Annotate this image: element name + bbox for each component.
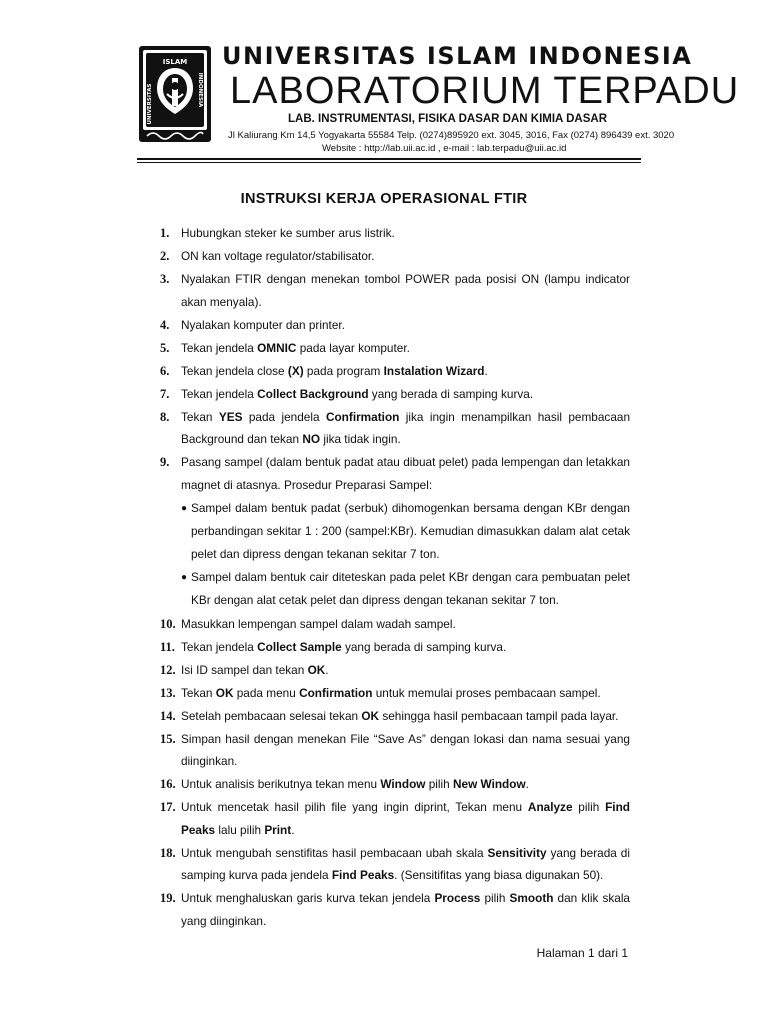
step-text-part: yang berada di samping kurva. bbox=[341, 639, 507, 654]
step-text-part: . bbox=[325, 662, 329, 677]
sub-list-text: Sampel dalam bentuk cair diteteskan pada pelet KBr dengan cara pembuatan pelet KBr dengan alat cetak pelet dan dipress dengan tekanan sekitar 7 ton. bbox=[191, 570, 630, 608]
step-text-part: Untuk menghaluskan garis kurva tekan jendela bbox=[181, 891, 435, 906]
step-emphasis: OK bbox=[361, 708, 380, 723]
university-name: UNIVERSITAS ISLAM INDONESIA bbox=[222, 42, 693, 70]
step-text-part: pada layar komputer. bbox=[296, 340, 410, 355]
step-text-part: yang berada di samping kurva. bbox=[368, 386, 534, 401]
step-emphasis: Window bbox=[380, 777, 426, 792]
step-emphasis: Instalation Wizard bbox=[383, 363, 485, 378]
step-number: 10. bbox=[160, 616, 176, 631]
step-text-part: dan klik skala yang diinginkan. bbox=[181, 891, 630, 928]
step-text-part: Simpan hasil dengan menekan File “Save As” dengan lokasi dan nama sesuai yang diinginkan. bbox=[181, 731, 630, 769]
step-text-part: Hubungkan steker ke sumber arus listrik. bbox=[181, 226, 395, 240]
step-text-part: jika tidak ingin. bbox=[320, 432, 401, 446]
list-item bbox=[160, 406, 630, 451]
list-item bbox=[160, 383, 630, 406]
step-text-part: pilih bbox=[572, 800, 606, 815]
step-text-part: pada program bbox=[303, 363, 384, 378]
step-text bbox=[181, 663, 329, 677]
list-item bbox=[160, 705, 630, 728]
list-item bbox=[160, 842, 630, 887]
step-text-part: Tekan jendela bbox=[181, 386, 258, 401]
step-number: 6. bbox=[160, 363, 170, 378]
step-text-part: jika ingin menampilkan hasil pembacaan Background dan tekan bbox=[181, 409, 631, 446]
step-text-part: ON kan voltage regulator/stabilisator. bbox=[181, 249, 375, 263]
step-text-part: Tekan jendela bbox=[181, 340, 258, 355]
step-text-part: untuk memulai proses pembacaan sampel. bbox=[372, 685, 601, 700]
step-number: 14. bbox=[160, 708, 176, 723]
step-emphasis: Collect Background bbox=[257, 386, 369, 401]
step-text bbox=[181, 846, 630, 883]
step-text bbox=[181, 318, 345, 332]
step-text bbox=[181, 732, 630, 769]
list-item bbox=[160, 245, 630, 268]
step-text-part: pada menu bbox=[233, 685, 300, 700]
step-emphasis: Print bbox=[264, 822, 292, 837]
list-item bbox=[160, 268, 630, 313]
step-text bbox=[181, 617, 456, 631]
step-text-part: pilih bbox=[480, 891, 510, 906]
step-text-part: . bbox=[525, 777, 529, 792]
step-number: 1. bbox=[160, 226, 170, 240]
step-emphasis: NO bbox=[302, 432, 321, 446]
step-text-part: . (Sensitifitas yang biasa digunakan 50). bbox=[394, 868, 604, 883]
step-emphasis: Smooth bbox=[509, 891, 554, 906]
list-item bbox=[160, 337, 630, 360]
step-number: 19. bbox=[160, 891, 176, 906]
step-number: 17. bbox=[160, 800, 176, 815]
step-emphasis: Find Peaks bbox=[181, 800, 630, 837]
step-emphasis: Analyze bbox=[527, 800, 573, 815]
university-logo-icon bbox=[137, 44, 213, 144]
step-text bbox=[181, 387, 533, 401]
step-text-part: Pasang sampel (dalam bentuk padat atau dibuat pelet) pada lempengan dan letakkan magnet di atasnya. Prosedur Preparasi Sampel: bbox=[181, 455, 630, 492]
list-item bbox=[160, 314, 630, 337]
step-text bbox=[181, 777, 529, 791]
step-text bbox=[181, 272, 630, 309]
step-number: 4. bbox=[160, 317, 170, 332]
list-item bbox=[160, 360, 630, 383]
step-text-part: Setelah pembacaan selesai tekan bbox=[181, 708, 362, 723]
step-text bbox=[181, 341, 410, 355]
step-emphasis: OMNIC bbox=[257, 340, 297, 355]
instruction-list bbox=[160, 222, 630, 933]
sub-laboratory-name: LAB. INSTRUMENTASI, FISIKA DASAR DAN KIMIA DASAR bbox=[288, 113, 608, 125]
list-item bbox=[160, 451, 630, 496]
sub-list-text: Sampel dalam bentuk padat (serbuk) dihomogenkan bersama dengan KBr dengan perbandingan sekitar 1 : 200 (sampel:KBr). Kemudian dimasukkan dalam alat cetak pelet dan dipress dengan tekanan sekitar 7 ton. bbox=[191, 500, 630, 561]
list-item bbox=[160, 682, 630, 705]
step-text-part: Tekan bbox=[181, 685, 216, 700]
step-text-part: Untuk analisis berikutnya tekan menu bbox=[181, 777, 381, 792]
step-text-part: Nyalakan komputer dan printer. bbox=[181, 317, 345, 332]
step-text bbox=[181, 455, 630, 492]
step-number: 7. bbox=[160, 386, 170, 401]
step-text-part: Masukkan lempengan sampel dalam wadah sampel. bbox=[181, 616, 456, 631]
step-text-part: lalu pilih bbox=[215, 822, 265, 837]
step-number: 9. bbox=[160, 455, 170, 469]
step-text-part: Tekan jendela bbox=[181, 639, 258, 654]
step-text bbox=[181, 709, 618, 723]
address-line: Jl Kaliurang Km 14,5 Yogyakarta 55584 Telp. (0274)895920 ext. 3045, 3016, Fax (0274) 896439 ext. 3020 bbox=[228, 130, 675, 141]
list-item bbox=[160, 728, 630, 773]
step-number: 8. bbox=[160, 409, 170, 424]
step-emphasis: OK bbox=[215, 685, 234, 700]
step-emphasis: Confirmation bbox=[325, 409, 400, 424]
step-number: 13. bbox=[160, 685, 176, 700]
step-number: 2. bbox=[160, 249, 170, 263]
step-text bbox=[181, 364, 488, 378]
step-emphasis: Collect Sample bbox=[257, 639, 342, 654]
step-text-part: sehingga hasil pembacaan tampil pada layar. bbox=[379, 708, 619, 723]
header-rule-thin bbox=[137, 162, 641, 163]
step-emphasis: Confirmation bbox=[299, 685, 373, 700]
list-item bbox=[160, 887, 630, 932]
step-text-part: Untuk mencetak hasil pilih file yang ingin diprint, Tekan menu bbox=[181, 800, 528, 815]
step-text-part: Untuk mengubah senstifitas hasil pembacaan ubah skala bbox=[181, 845, 488, 860]
step-emphasis: (X) bbox=[287, 363, 304, 378]
step-number: 11. bbox=[160, 639, 175, 654]
header-rule-thick bbox=[137, 158, 641, 160]
page-number: Halaman 1 dari 1 bbox=[536, 946, 628, 960]
list-item bbox=[160, 613, 630, 636]
list-item bbox=[160, 222, 630, 245]
svg-text:INDONESIA: INDONESIA bbox=[197, 72, 203, 108]
step-text-part: . bbox=[291, 822, 295, 837]
step-text-part: pada jendela bbox=[242, 409, 326, 424]
step-emphasis: Sensitivity bbox=[487, 845, 547, 860]
step-number: 15. bbox=[160, 731, 176, 746]
step-number: 12. bbox=[160, 662, 176, 677]
step-text bbox=[181, 686, 601, 700]
list-item bbox=[160, 773, 630, 796]
step-emphasis: YES bbox=[218, 409, 243, 424]
svg-text:UNIVERSITAS: UNIVERSITAS bbox=[147, 83, 153, 125]
step-text-part: . bbox=[484, 363, 488, 378]
sub-list-item bbox=[160, 566, 630, 612]
bullet-dot-icon: ● bbox=[181, 502, 188, 514]
step-text-part: Nyalakan FTIR dengan menekan tombol POWER pada posisi ON (lampu indicator akan menyala). bbox=[181, 272, 630, 309]
sub-list-item bbox=[160, 497, 630, 567]
step-text-part: yang berada di samping kurva pada jendela bbox=[181, 845, 630, 883]
step-text-part: Tekan jendela close bbox=[181, 363, 288, 378]
step-text bbox=[181, 249, 374, 263]
step-text bbox=[181, 891, 630, 928]
step-number: 16. bbox=[160, 777, 176, 792]
step-text-part: pilih bbox=[425, 777, 453, 792]
step-emphasis: Process bbox=[434, 891, 481, 906]
step-text bbox=[181, 410, 630, 447]
laboratory-name: LABORATORIUM TERPADU bbox=[230, 70, 740, 112]
step-emphasis: Find Peaks bbox=[331, 868, 395, 883]
svg-text:ISLAM: ISLAM bbox=[162, 58, 188, 66]
website-line: Website : http://lab.uii.ac.id , e-mail : lab.terpadu@uii.ac.id bbox=[322, 143, 567, 154]
step-number: 5. bbox=[160, 340, 170, 355]
step-text bbox=[181, 800, 630, 837]
step-text bbox=[181, 640, 506, 654]
bullet-dot-icon: ● bbox=[181, 572, 188, 584]
list-item bbox=[160, 659, 630, 682]
step-text bbox=[181, 226, 395, 240]
step-number: 3. bbox=[160, 272, 170, 286]
step-number: 18. bbox=[160, 845, 176, 860]
list-item bbox=[160, 796, 630, 841]
step-text-part: Tekan bbox=[181, 409, 219, 424]
step-emphasis: New Window bbox=[453, 777, 526, 792]
document-title: INSTRUKSI KERJA OPERASIONAL FTIR bbox=[240, 191, 528, 207]
list-item bbox=[160, 636, 630, 659]
step-emphasis: OK bbox=[307, 662, 326, 677]
step-text-part: Isi ID sampel dan tekan bbox=[181, 662, 308, 677]
